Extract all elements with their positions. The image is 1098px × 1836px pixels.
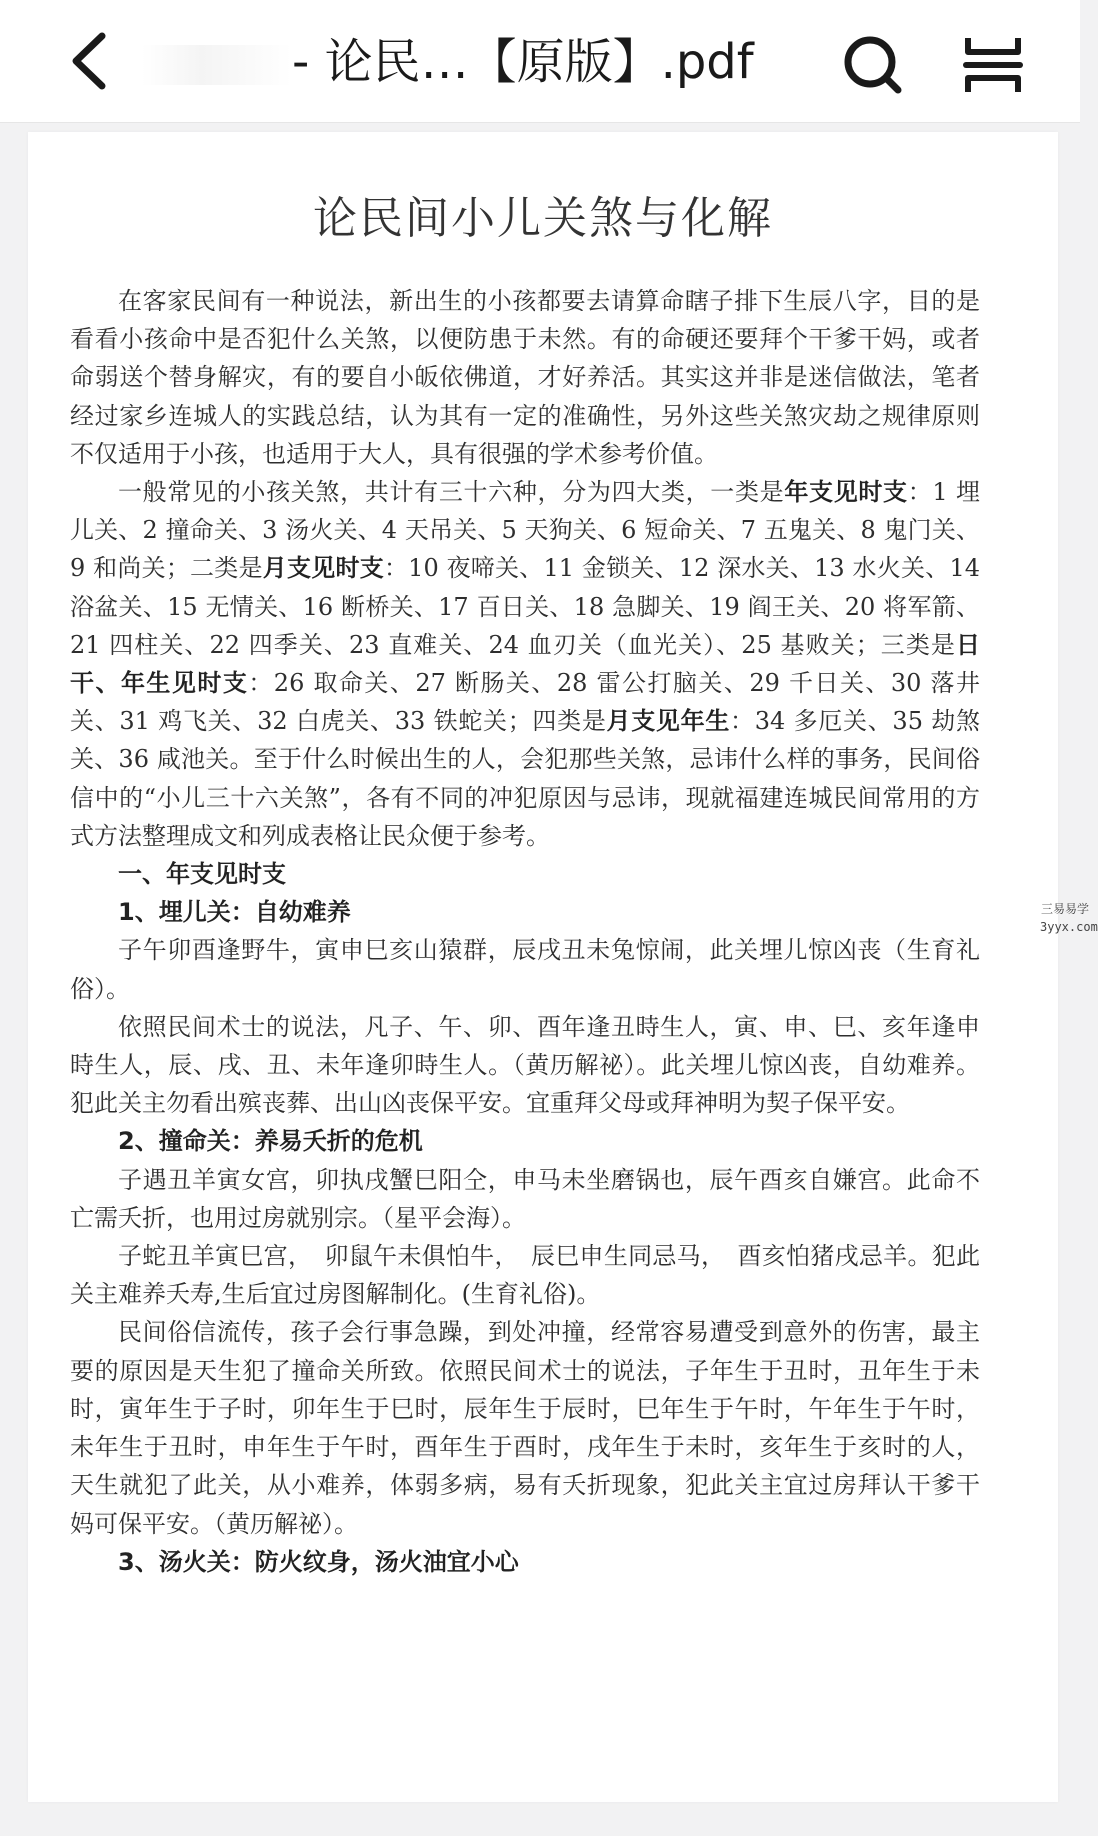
paragraph: 子遇丑羊寅女宫，卯执戌蟹巳阳仝，申马未坐磨锅也，辰午酉亥自嫌宫。此命不亡需夭折，也用过房就别宗。（星平会海）。 [70, 1165, 980, 1232]
top-bar [0, 0, 1080, 123]
redacted-title-prefix [142, 45, 292, 85]
watermark [1040, 900, 1098, 936]
document-title: 论民间小儿关煞与化解 [313, 193, 773, 244]
pdf-page[interactable] [28, 132, 1058, 1802]
page-layout-button[interactable] [958, 30, 1028, 100]
back-button[interactable] [58, 26, 128, 96]
paragraph-intro: 在客家民间有一种说法，新出生的小孩都要去请算命瞎子排下生辰八字，目的是看看小孩命中是否犯什么关煞，以便防患于未然。有的命硬还要拜个干爹干妈，或者命弱送个替身解灾，有的要自小皈依佛道，才好养活。其实这并非是迷信做法，笔者经过家乡连城人的实践总结，认为其有一定的准确性，另外这些关煞灾劫之规律原则不仅适用于小孩，也适用于大人，具有很强的学术参考价值。 [70, 287, 980, 468]
paragraph-categories [70, 473, 980, 855]
search-icon [838, 30, 908, 100]
page-layout-icon [958, 30, 1028, 100]
file-title [142, 30, 842, 94]
subsection-heading: 1、埋儿关：自幼难养 [118, 898, 351, 927]
bold-term: 年支见时支 [784, 478, 908, 507]
paragraph: 依照民间术士的说法，凡子、午、卯、酉年逢丑時生人，寅、申、巳、亥年逢申時生人，辰、戌、丑、未年逢卯時生人。（黄历解祕）。此关埋儿惊凶丧，自幼难养。犯此关主勿看出殡丧葬、出山凶丧保平安。宜重拜父母或拜神明为契子保平安。 [70, 1012, 980, 1118]
text-segment: ：34 多厄关、35 劫煞关、36 咸池关。至于什么时候出生的人，会犯那些关煞，忌讳什么样的事务，民间俗信中的“小儿三十六关煞”，各有不同的冲犯原因与忌讳，现就福建连城民间常用的方式方法整理成文和列成表格让民众便于参考。 [70, 707, 980, 850]
watermark-line: 三易易学 [1040, 902, 1089, 916]
section-heading: 一、年支见时支 [118, 860, 286, 889]
bold-term: 月支见年生 [606, 707, 731, 736]
paragraph: 民间俗信流传，孩子会行事急躁，到处冲撞，经常容易遭受到意外的伤害，最主要的原因是天生犯了撞命关所致。依照民间术士的说法，子年生于丑时，丑年生于未时，寅年生于子时，卯年生于巳时，辰年生于辰时，巳年生于午时，午年生于午时，未年生于丑时，申年生于午时，酉年生于酉时，戌年生于未时，亥年生于亥时的人，天生就犯了此关，从小难养，体弱多病，易有夭折现象，犯此关主宜过房拜认干爹干妈可保平安。（黄历解祕）。 [70, 1318, 980, 1538]
text-segment: ：1 埋儿关、2 撞命关、3 汤火关、4 天吊关、5 天狗关、6 短命关、7 五鬼关、8 鬼门关、9 和尚关；二类是 [70, 478, 981, 583]
watermark-line: 3yyx.com [1040, 920, 1098, 934]
chevron-left-icon [58, 26, 128, 96]
bold-term: 日干、年生见时支 [70, 630, 980, 698]
bold-term: 月支见时支 [262, 554, 384, 583]
paragraph: 子午卯酉逢野牛，寅申巳亥山猿群，辰戌丑未兔惊闹，此关埋儿惊凶丧（生育礼俗）。 [70, 936, 980, 1003]
paragraph: 子蛇丑羊寅巳宫， 卯鼠午未俱怕牛， 辰巳申生同忌马， 酉亥怕猪戌忌羊。犯此关主难养夭寿,生后宜过房图解制化。(生育礼俗)。 [70, 1242, 980, 1309]
search-button[interactable] [838, 30, 908, 100]
subsection-heading: 3、汤火关：防火纹身，汤火油宜小心 [118, 1547, 519, 1576]
text-segment: ：10 夜啼关、11 金锁关、12 深水关、13 水火关、14 浴盆关、15 无情关、16 断桥关、17 百日关、18 急脚关、19 阎王关、20 将军箭、21 四柱关、22 四季关、23 直难关、24 血刃关（血光关）、25 基败关；三类是 [70, 554, 981, 659]
file-title-text: - 论民…【原版】.pdf [292, 34, 754, 90]
subsection-heading: 2、撞命关：养易夭折的危机 [118, 1127, 423, 1156]
text-segment: 一般常见的小孩关煞，共计有三十六种，分为四大类，一类是 [118, 478, 785, 507]
text-segment: ：26 取命关、27 断肠关、28 雷公打脑关、29 千日关、30 落井关、31 鸡飞关、32 白虎关、33 铁蛇关；四类是 [70, 669, 981, 736]
document-body [70, 282, 980, 1581]
